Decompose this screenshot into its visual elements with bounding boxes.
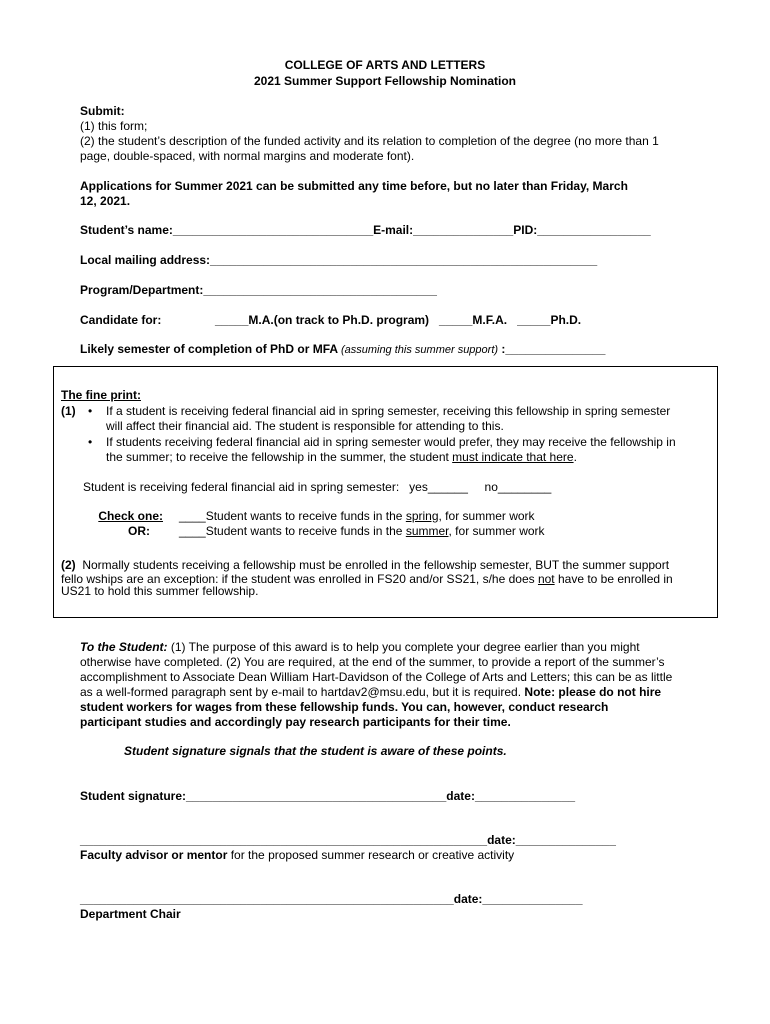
bullet-2-period: .: [573, 450, 577, 464]
bullet-2-line2: [106, 450, 701, 465]
item-2-line1: Normally students receiving a fellowship must be enrolled in the fellowship semester, BUT the summer support: [75, 558, 670, 572]
option-1-text: ____Student wants to receive funds in the: [179, 509, 406, 523]
receive-funds-spring-option[interactable]: [179, 509, 535, 524]
bullet-1-line2: will affect their financial aid. The student is responsible for attending to this.: [106, 419, 504, 433]
bullet-2-line1: If students receiving federal financial aid in spring semester would prefer, they may receive the fellowship in: [106, 435, 676, 449]
item-2-underlined: not: [537, 572, 555, 586]
program-department-field[interactable]: Program/Department:___________________________________: [80, 283, 437, 297]
form-title: 2021 Summer Support Fellowship Nomination: [253, 74, 517, 88]
signature-notice: Student signature signals that the student is aware of these points.: [124, 744, 507, 758]
option-2-text: ____Student wants to receive funds in the: [179, 524, 406, 538]
student-name-email-pid-field[interactable]: Student’s name:______________________________E-mail:_______________PID:_________________: [80, 223, 651, 237]
item-2-line3: US21 to hold this summer fellowship.: [61, 584, 259, 598]
option-1-tail: , for summer work: [438, 509, 535, 523]
chair-signature-field[interactable]: ________________________________________________________date:_______________: [80, 892, 583, 906]
advisor-label-bold: Faculty advisor or mentor: [80, 848, 228, 862]
submit-item-2-line1: (2) the student’s description of the funded activity and its relation to completion of the degree (no more than 1: [80, 134, 659, 148]
form-college-title: COLLEGE OF ARTS AND LETTERS: [284, 58, 486, 72]
submit-item-1: (1) this form;: [80, 119, 148, 133]
bullet-2-text: the summer; to receive the fellowship in the summer, the student: [106, 450, 453, 464]
fine-print-box: [53, 366, 718, 618]
mailing-address-field[interactable]: Local mailing address:__________________________________________________________: [80, 253, 598, 267]
student-signature-field[interactable]: Student signature:_______________________________________date:_______________: [80, 789, 576, 803]
option-2-tail: , for summer work: [448, 524, 545, 538]
advisor-signature-field[interactable]: _____________________________________________________________date:_______________: [80, 833, 616, 847]
deadline-line2: 12, 2021.: [80, 194, 131, 208]
submit-heading: Submit:: [80, 104, 125, 118]
department-chair-label: Department Chair: [80, 907, 181, 921]
student-line6: participant studies and accordingly pay research participants for their time.: [80, 715, 511, 729]
deadline-line1: Applications for Summer 2021 can be submitted any time before, but no later than Friday, March: [80, 179, 628, 193]
item-2-line2: fello wships are an exception: if the student was enrolled in FS20 and/or SS21, s/he does: [61, 572, 538, 586]
or-label: OR:: [128, 524, 150, 538]
student-note-start: Note: please do not hire: [524, 685, 662, 699]
advisor-label-rest: for the proposed summer research or creative activity: [227, 848, 515, 862]
student-instructions: [80, 640, 702, 730]
bullet-dot-icon: •: [88, 435, 93, 449]
item-2-line2-tail: have to be enrolled in: [554, 572, 673, 586]
option-1-underlined: spring: [405, 509, 439, 523]
candidate-for-row: [80, 313, 582, 328]
candidate-label: Candidate for:: [80, 313, 162, 327]
student-line3: accomplishment to Associate Dean William Hart-Davidson of the College of Arts and Letters; this can be as little: [80, 670, 673, 684]
student-line2: otherwise have completed. (2) You are required, at the end of the summer, to provide a report of the summer’s: [80, 655, 665, 669]
receive-funds-summer-option[interactable]: [179, 524, 545, 539]
fine-print-item-1-number: (1): [61, 404, 76, 418]
financial-aid-yes-no-field[interactable]: Student is receiving federal financial aid in spring semester: yes______ no________: [83, 480, 552, 494]
bullet-dot-icon: •: [88, 404, 93, 418]
student-line1: (1) The purpose of this award is to help you complete your degree earlier than you might: [167, 640, 640, 654]
fine-print-item-2-number: (2): [61, 558, 76, 572]
fine-print-bullet-1: [88, 404, 701, 434]
bullet-2-underlined: must indicate that here: [452, 450, 574, 464]
submit-item-2-line2: page, double-spaced, with normal margins and moderate font).: [80, 149, 415, 163]
semester-note: (assuming this summer support): [340, 344, 499, 356]
fine-print-bullet-2: [88, 435, 701, 465]
candidate-options[interactable]: _____M.A.(on track to Ph.D. program) _____M.F.A. _____Ph.D.: [215, 313, 582, 327]
check-one-label: Check one:: [98, 509, 163, 523]
advisor-label: [80, 848, 514, 863]
fine-print-heading: The fine print:: [61, 388, 141, 402]
fine-print-item-2: [61, 558, 711, 597]
bullet-1-line1: If a student is receiving federal financial aid in spring semester, receiving this fellowship in spring semester: [106, 404, 671, 418]
student-line4: as a well-formed paragraph sent by e-mail to hartdav2@msu.edu, but it is required.: [80, 685, 525, 699]
completion-semester-field[interactable]: [80, 342, 605, 358]
option-2-underlined: summer: [405, 524, 449, 538]
deadline-notice: [80, 179, 680, 209]
student-lead: To the Student:: [80, 640, 168, 654]
semester-label: Likely semester of completion of PhD or MFA: [80, 342, 341, 356]
submit-instructions: [80, 104, 692, 164]
student-line5: student workers for wages from these fellowship funds. You can, however, conduct research: [80, 700, 609, 714]
semester-blank[interactable]: :_______________: [498, 342, 606, 356]
